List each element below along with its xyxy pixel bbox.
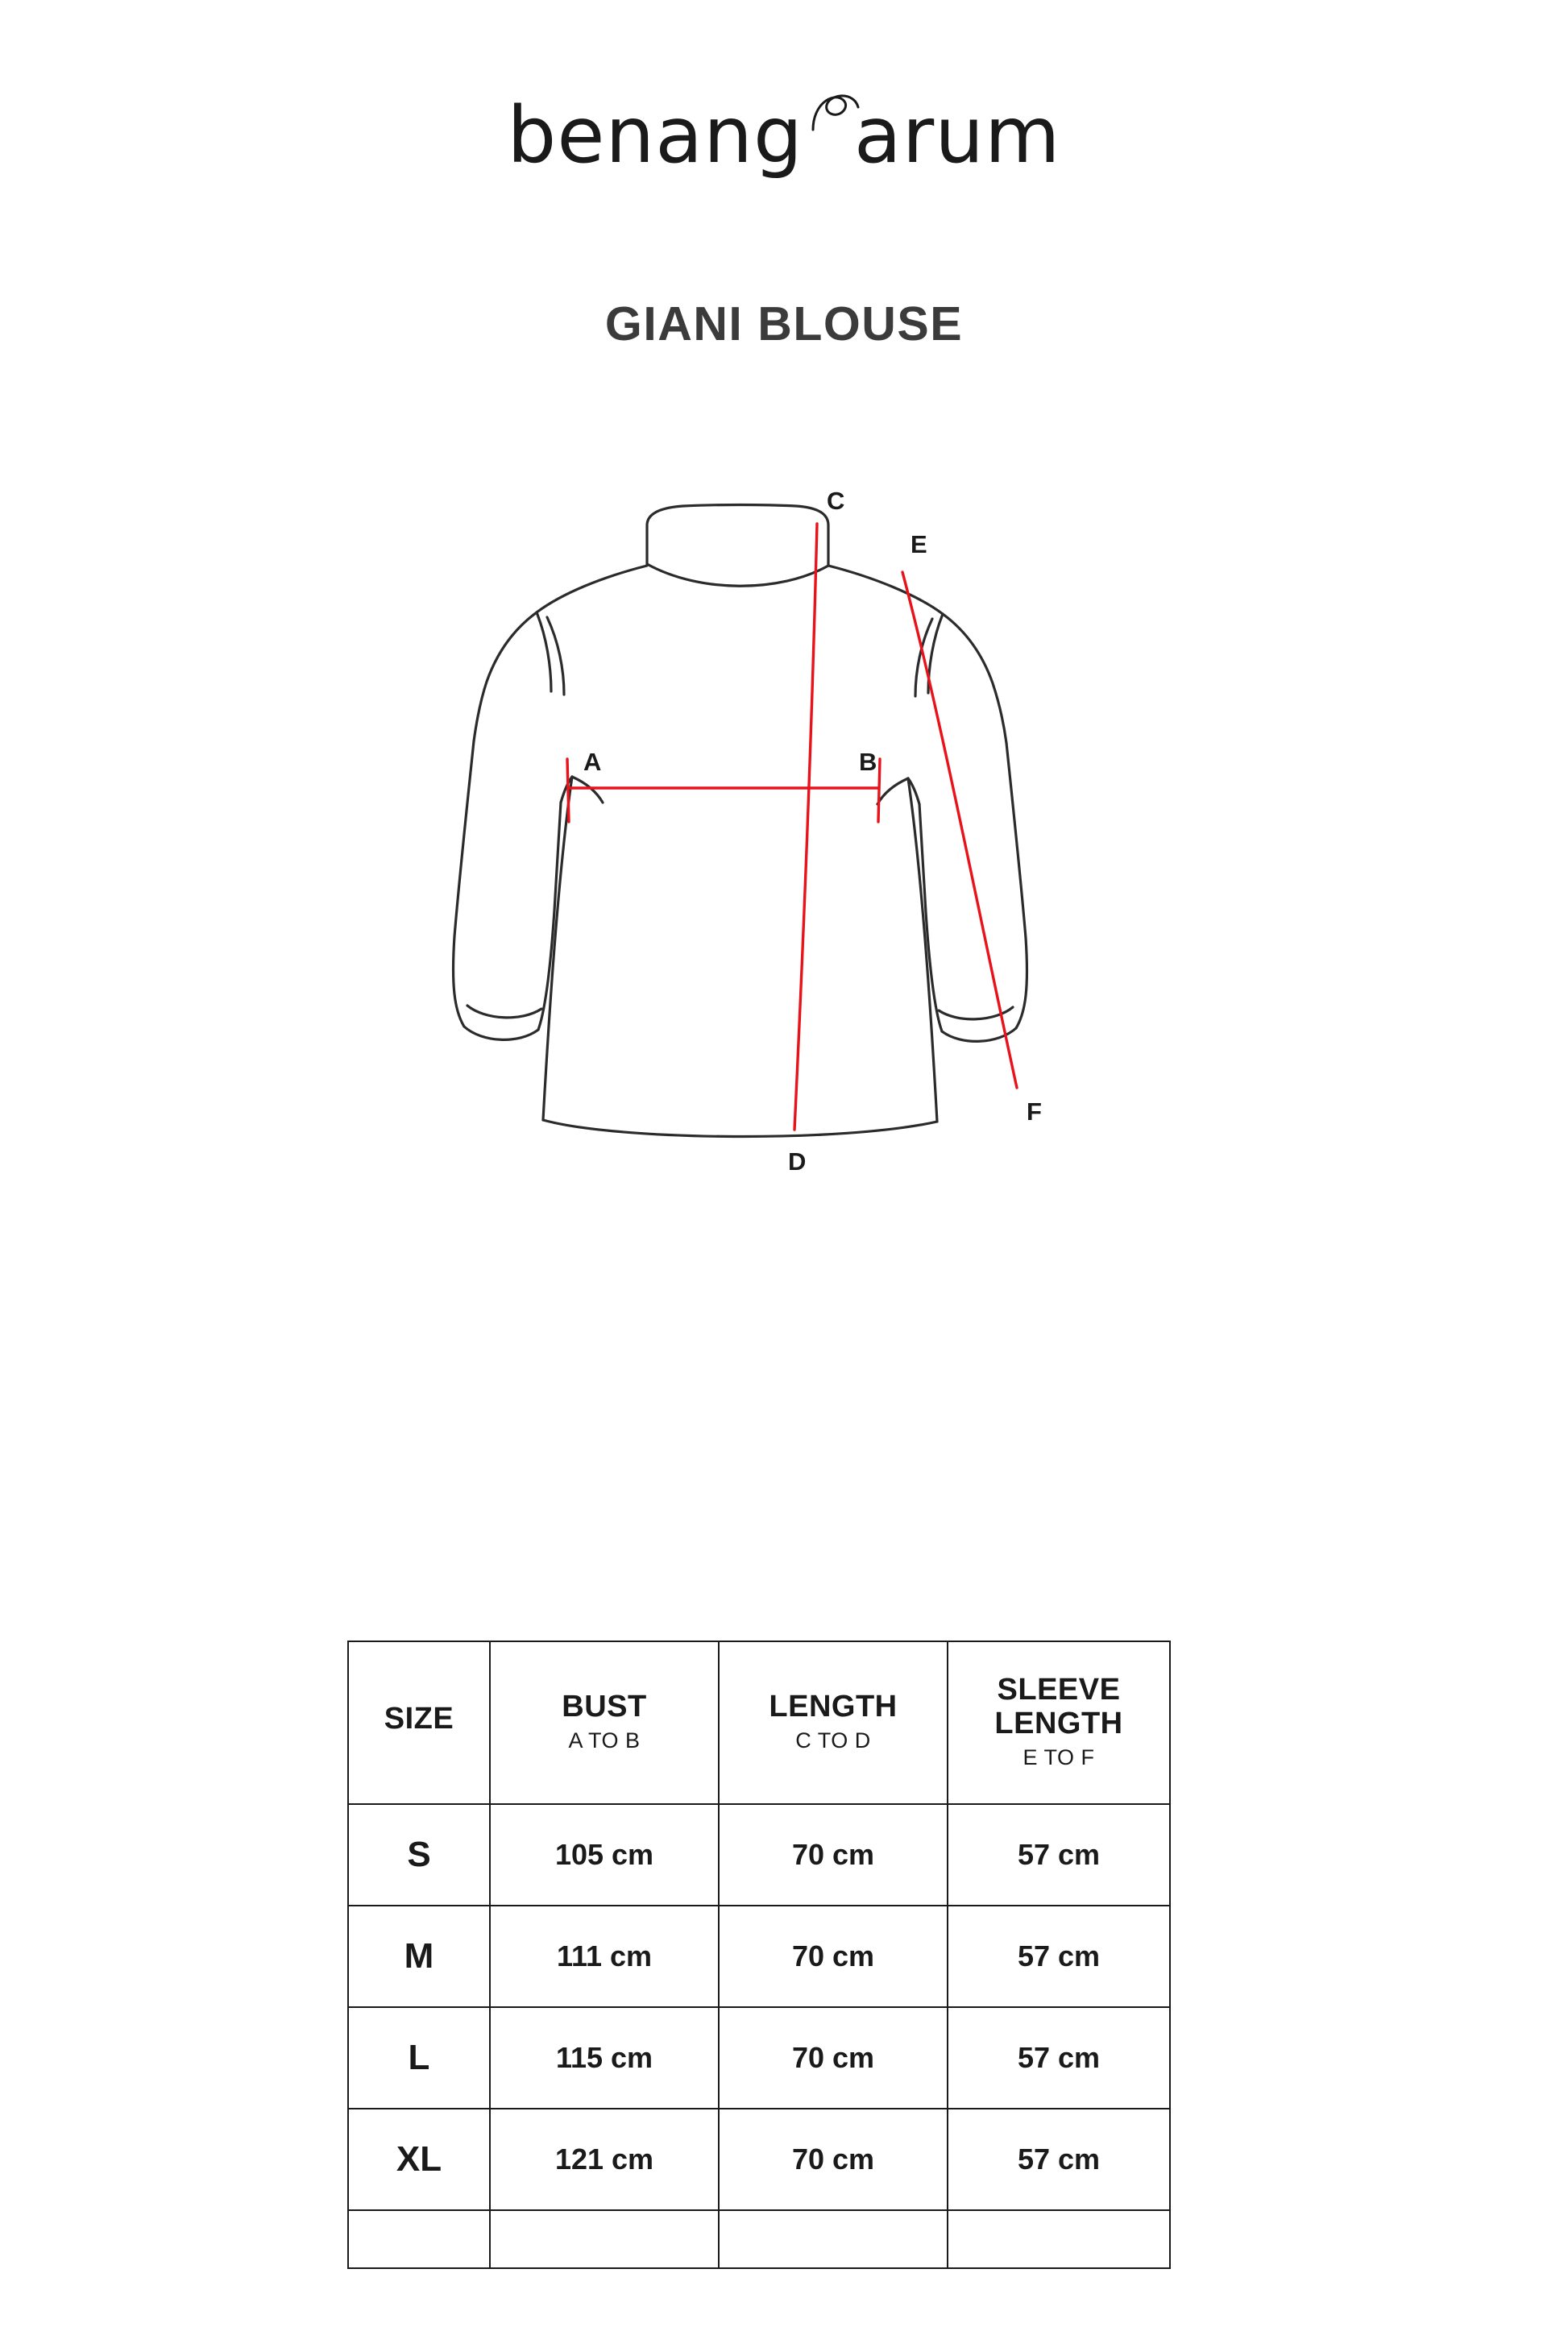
table-row bbox=[348, 2007, 1170, 2109]
label-C: C bbox=[827, 487, 845, 515]
table-row bbox=[348, 1906, 1170, 2007]
cell-length: 70 cm bbox=[719, 2109, 948, 2210]
spacer-cell bbox=[719, 2210, 948, 2268]
label-F: F bbox=[1027, 1097, 1042, 1126]
cell-sleeve: 57 cm bbox=[948, 1906, 1170, 2007]
spacer-cell bbox=[948, 2210, 1170, 2268]
brand-logo bbox=[0, 90, 1568, 180]
brand-name-first: benang bbox=[507, 90, 803, 180]
cell-sleeve: 57 cm bbox=[948, 1804, 1170, 1906]
label-D: D bbox=[788, 1147, 807, 1176]
cell-size: XL bbox=[348, 2109, 490, 2210]
table-row bbox=[348, 1804, 1170, 1906]
column-header-bust: BUST A TO B bbox=[490, 1641, 719, 1804]
spacer-cell bbox=[490, 2210, 719, 2268]
cell-size: S bbox=[348, 1804, 490, 1906]
table-header-row bbox=[348, 1641, 1170, 1804]
cell-bust: 105 cm bbox=[490, 1804, 719, 1906]
label-E: E bbox=[911, 530, 927, 558]
column-header-length: LENGTH C TO D bbox=[719, 1641, 948, 1804]
cell-bust: 115 cm bbox=[490, 2007, 719, 2109]
blouse-technical-drawing bbox=[280, 475, 1288, 1442]
label-A: A bbox=[583, 748, 602, 776]
brand-logo-text bbox=[507, 90, 1061, 180]
cell-size: L bbox=[348, 2007, 490, 2109]
cell-length: 70 cm bbox=[719, 2007, 948, 2109]
page-title: GIANI BLOUSE bbox=[604, 297, 964, 351]
cell-length: 70 cm bbox=[719, 1804, 948, 1906]
brand-name-second: arum bbox=[853, 90, 1061, 180]
column-header-sleeve-length: SLEEVE LENGTH E TO F bbox=[948, 1641, 1170, 1804]
table-row bbox=[348, 2109, 1170, 2210]
spacer-cell bbox=[348, 2210, 490, 2268]
cell-sleeve: 57 cm bbox=[948, 2109, 1170, 2210]
needle-thread-swirl-icon bbox=[805, 69, 861, 147]
label-B: B bbox=[859, 748, 877, 776]
cell-sleeve: 57 cm bbox=[948, 2007, 1170, 2109]
cell-size: M bbox=[348, 1906, 490, 2007]
table-row-spacer bbox=[348, 2210, 1170, 2268]
cell-bust: 111 cm bbox=[490, 1906, 719, 2007]
column-header-size: SIZE bbox=[348, 1641, 490, 1804]
cell-bust: 121 cm bbox=[490, 2109, 719, 2210]
cell-length: 70 cm bbox=[719, 1906, 948, 2007]
size-table bbox=[347, 1641, 1171, 2269]
